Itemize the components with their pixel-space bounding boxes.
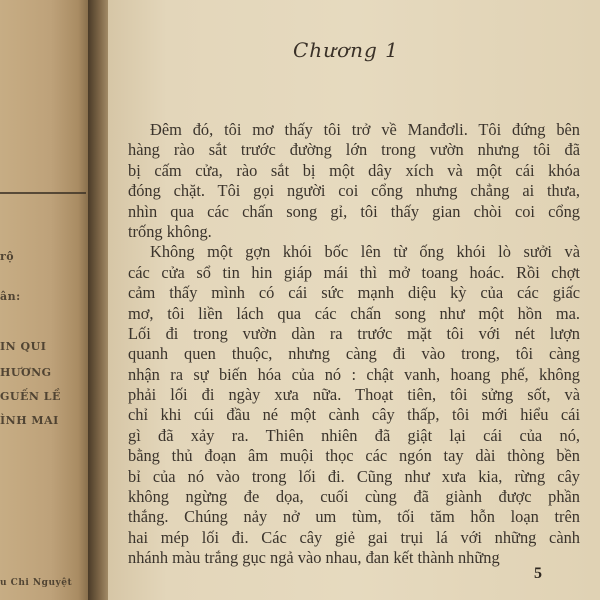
text-line: bị cấm cửa, rào sắt bị một dây xích và một cái khóa [128,160,580,180]
text-line: phải lối đi ngày xưa nữa. Thoạt tiên, tôi sửng sốt, và [128,385,580,405]
text-line: gì đã xảy ra. Thiên nhiên đã giật lại cái của nó, [128,425,580,445]
left-page-fragment: IN QUI [0,340,47,353]
text-line: đóng chặt. Tôi gọi người coi cổng nhưng chẳng ai thưa, [128,181,580,201]
text-line: nhìn qua các chấn song gỉ, tôi thấy gian chòi coi cổng [128,201,580,221]
left-page-fragment: u Chi Nguyệt [0,578,73,588]
text-line: bỉ của nó vào trong lối đi. Cũng như xưa kia, rừng cây [128,466,580,486]
text-line: các cửa sổ tin hin giáp mái thì mở toang hoác. Rồi chợt [128,262,580,282]
left-page [0,0,92,600]
paragraph [128,242,580,568]
text-line: nhánh màu trắng gục ngả vào nhau, đan kết thành những [128,548,500,568]
text-line: hai mép lối đi. Các cây giẻ gai trụi lá với những cành [128,527,580,547]
left-page-fragment: ÌNH MAI [0,414,59,427]
body-text [128,120,580,569]
chapter-title: Chương 1 [293,38,399,62]
text-line: bằng thủ đoạn âm muội thọc các ngón tay dài thòng bền [128,446,580,466]
paragraph [128,120,580,242]
text-line: Lối đi trong vườn dàn ra trước mặt tôi với nét lượn [128,323,580,343]
text-line: không ngừng đe dọa, cuối cùng đã giành được phần [128,487,580,507]
left-page-fragment: rộ [0,250,15,263]
page-number: 5 [534,565,542,582]
text-line: cảm thấy mình có cái sức mạnh diệu kỳ của các giấc [128,283,580,303]
text-line: hàng rào sắt trước đường lớn trong vườn nhưng tôi đã [128,140,580,160]
left-page-fragment: HƯƠNG [0,366,52,379]
text-line: trống không. [128,221,212,241]
right-page [108,0,600,600]
text-line: quanh quen thuộc, nhưng càng đi vào trong, tôi càng [128,344,580,364]
left-page-rule [0,192,86,194]
text-line: Đêm đó, tôi mơ thấy tôi trở về Manđơli. Tôi đứng bên [150,120,580,139]
text-line: chỉ khi cúi đầu né một cành cây thấp, tôi mới hiểu cái [128,405,580,425]
left-page-fragment: GUẾN LỀ [0,390,61,403]
left-page-fragment: ân: [0,290,21,303]
text-line: thắng. Chúng nảy nở um tùm, tối tăm hỗn loạn trên [128,507,580,527]
text-line: mơ, tôi liền lách qua các chấn song như một hồn ma. [128,303,580,323]
text-line: Không một gợn khói bốc lên từ ống khói lò sưởi và [150,242,580,262]
text-line: nhận ra sự biến hóa của nó : chật vanh, hoang phế, không [128,364,580,384]
